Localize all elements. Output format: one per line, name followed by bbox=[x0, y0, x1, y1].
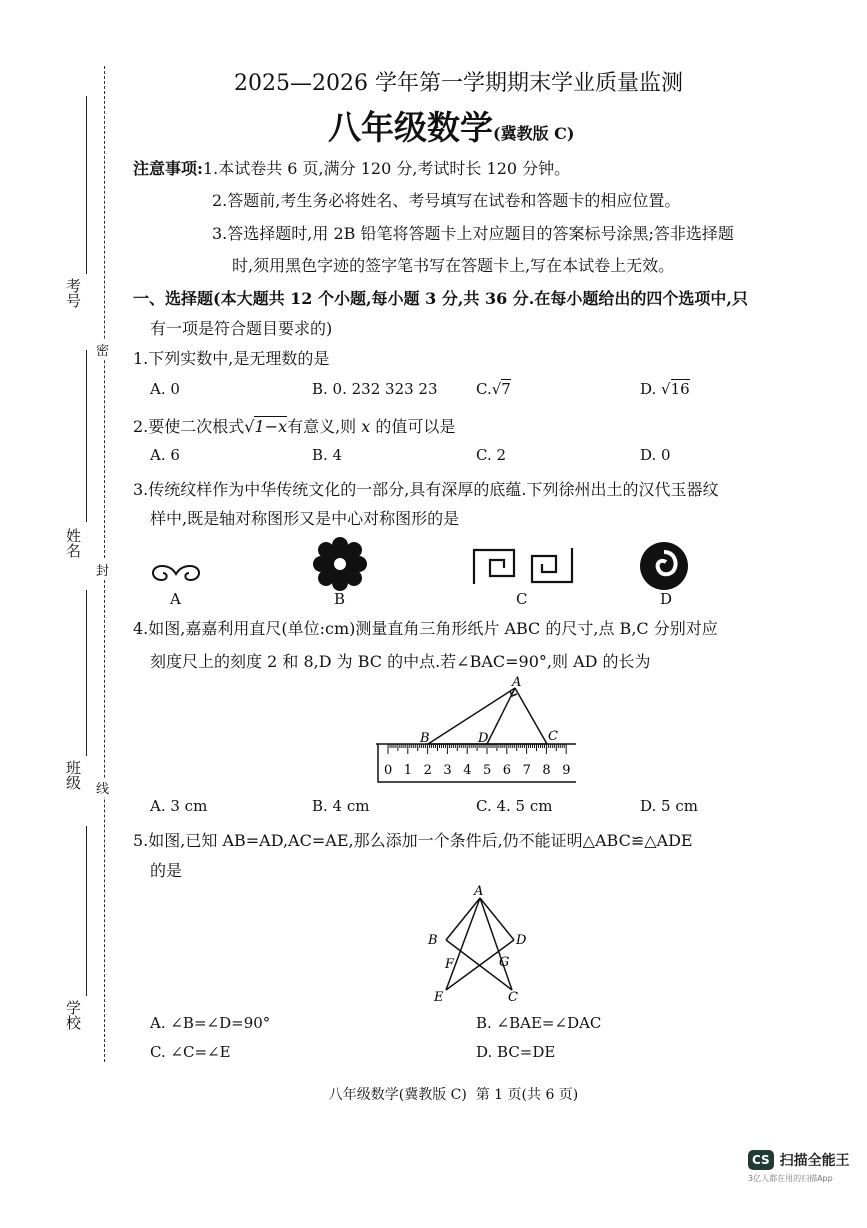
point-c-label: C bbox=[508, 990, 518, 1005]
note-item-4: 时,须用黑色字迹的签字笔书写在答题卡上,写在本试卷上无效。 bbox=[232, 256, 675, 275]
q1-option-d-prefix: D. bbox=[640, 380, 657, 398]
q3-stem-line-1: 3.传统纹样作为中华传统文化的一部分,具有深厚的底蕴.下列徐州出土的汉代玉器纹 bbox=[133, 480, 719, 499]
q1-option-c-prefix: C. bbox=[476, 380, 492, 398]
scanner-logo-icon: CS bbox=[748, 1150, 774, 1170]
seal-xian: 线 bbox=[96, 778, 109, 797]
banji-label: 班级 bbox=[64, 760, 82, 790]
point-e-label: E bbox=[434, 990, 444, 1005]
q3-pattern-c bbox=[470, 546, 576, 586]
q3-stem-line-2: 样中,既是轴对称图形又是中心对称图形的是 bbox=[150, 509, 460, 528]
q1-option-d-radicand: 16 bbox=[670, 380, 690, 398]
notes-label: 注意事项: bbox=[133, 159, 203, 178]
q2-stem-pre: 2.要使二次根式 bbox=[133, 417, 245, 436]
q2-stem bbox=[133, 414, 455, 437]
ruler-number: 6 bbox=[502, 763, 512, 778]
exam-edition: (冀教版 C) bbox=[493, 124, 575, 143]
q3-label-c: C bbox=[516, 590, 528, 608]
page-footer: 八年级数学(冀教版 C) 第 1 页(共 6 页) bbox=[328, 1087, 579, 1103]
q1-option-c bbox=[476, 380, 511, 398]
seal-mi: 密 bbox=[96, 340, 109, 359]
q4-stem-line-2: 刻度尺上的刻度 2 和 8,D 为 BC 的中点.若∠BAC=90°,则 AD 的长为 bbox=[150, 652, 651, 671]
section1-heading: 一、选择题(本大题共 12 个小题,每小题 3 分,共 36 分.在每小题给出的四个选项中,只 bbox=[133, 289, 748, 308]
q2-option-d: D. 0 bbox=[640, 446, 671, 464]
ruler-number: 3 bbox=[443, 763, 452, 778]
kaohao-underline bbox=[86, 96, 87, 274]
ruler-number: 0 bbox=[384, 763, 393, 778]
exam-title: 八年级数学 bbox=[328, 108, 493, 147]
point-a-label: A bbox=[512, 675, 522, 690]
q1-option-d bbox=[640, 380, 690, 398]
point-d-label: D bbox=[516, 933, 527, 948]
xuexiao-label: 学校 bbox=[64, 1000, 82, 1030]
q2-stem-mid: 有意义,则 bbox=[287, 417, 357, 436]
q4-option-c: C. 4. 5 cm bbox=[476, 797, 553, 815]
ruler-number: 2 bbox=[423, 763, 432, 778]
point-b-label: B bbox=[420, 731, 430, 746]
notes-line-1 bbox=[133, 156, 570, 179]
q2-option-c: C. 2 bbox=[476, 446, 507, 464]
q2-radicand: 1−x bbox=[254, 417, 288, 436]
scanner-tagline: 3亿人都在用的扫描App bbox=[748, 1174, 833, 1183]
q2-stem-post: 的值可以是 bbox=[375, 417, 456, 436]
q3-label-b: B bbox=[334, 590, 346, 608]
q4-option-d: D. 5 cm bbox=[640, 797, 698, 815]
section1-heading-cont: 有一项是符合题目要求的) bbox=[150, 319, 333, 338]
q5-stem-line-2: 的是 bbox=[150, 861, 183, 880]
xingming-label: 姓名 bbox=[64, 528, 82, 558]
q3-pattern-d bbox=[638, 540, 690, 592]
segment-ac bbox=[480, 898, 512, 990]
exam-subtitle: 2025—2026 学年第一学期期末学业质量监测 bbox=[234, 71, 683, 96]
sqrt-symbol: √ bbox=[244, 417, 255, 436]
q1-stem: 1.下列实数中,是无理数的是 bbox=[133, 349, 330, 368]
note-item-2: 2.答题前,考生务必将姓名、考号填写在试卷和答题卡的相应位置。 bbox=[212, 191, 681, 210]
segment-ab bbox=[428, 688, 515, 744]
exam-title-row bbox=[328, 102, 574, 149]
ruler-number: 8 bbox=[542, 763, 551, 778]
sqrt-symbol: √ bbox=[491, 380, 502, 398]
point-b-label: B bbox=[428, 933, 438, 948]
q3-pattern-b bbox=[312, 536, 368, 592]
q4-ruler-figure bbox=[372, 674, 582, 786]
q1-option-b: B. 0. 232 323 23 bbox=[312, 380, 438, 398]
q1-option-c-radicand: 7 bbox=[501, 380, 511, 398]
banji-underline bbox=[86, 590, 87, 756]
point-d-label: D bbox=[478, 731, 489, 746]
q2-option-b: B. 4 bbox=[312, 446, 343, 464]
q4-option-a: A. 3 cm bbox=[150, 797, 208, 815]
q3-pattern-a bbox=[146, 556, 206, 588]
note-item-1: 1.本试卷共 6 页,满分 120 分,考试时长 120 分钟。 bbox=[202, 159, 571, 178]
q2-option-a: A. 6 bbox=[150, 446, 180, 464]
ruler-number: 9 bbox=[562, 763, 571, 778]
segment-ab bbox=[446, 898, 480, 940]
xuexiao-underline bbox=[86, 826, 87, 996]
kaohao-label: 考号 bbox=[64, 278, 82, 308]
seal-feng: 封 bbox=[96, 560, 109, 579]
point-a-label: A bbox=[474, 884, 484, 899]
ruler-number: 7 bbox=[522, 763, 531, 778]
q3-label-d: D bbox=[660, 590, 673, 608]
point-c-label: C bbox=[548, 729, 558, 744]
ruler-number: 4 bbox=[463, 763, 472, 778]
xingming-underline bbox=[86, 350, 87, 522]
scanner-brand: 扫描全能王 bbox=[779, 1153, 850, 1169]
q5-option-d: D. BC=DE bbox=[476, 1043, 556, 1061]
segment-ad bbox=[480, 898, 514, 940]
note-item-3: 3.答选择题时,用 2B 铅笔将答题卡上对应题目的答案标号涂黑;答非选择题 bbox=[212, 224, 734, 243]
q5-stem-line-1: 5.如图,已知 AB=AD,AC=AE,那么添加一个条件后,仍不能证明△ABC≌△ADE bbox=[133, 831, 693, 850]
q5-option-b: B. ∠BAE=∠DAC bbox=[476, 1014, 602, 1032]
scanner-watermark bbox=[748, 1150, 858, 1184]
ruler-number: 1 bbox=[403, 763, 413, 778]
q5-option-a: A. ∠B=∠D=90° bbox=[150, 1014, 271, 1032]
ruler-number: 5 bbox=[483, 763, 492, 778]
q4-stem-line-1: 4.如图,嘉嘉利用直尺(单位:cm)测量直角三角形纸片 ABC 的尺寸,点 B,C 分别对应 bbox=[133, 619, 718, 638]
q4-option-b: B. 4 cm bbox=[312, 797, 370, 815]
q5-triangle-figure bbox=[420, 882, 540, 1006]
point-g-label: G bbox=[499, 955, 510, 970]
q1-option-a: A. 0 bbox=[150, 380, 180, 398]
segment-ac bbox=[515, 688, 547, 744]
sqrt-symbol: √ bbox=[661, 380, 671, 398]
q2-variable: x bbox=[361, 417, 371, 436]
q3-label-a: A bbox=[170, 590, 181, 608]
q5-option-c: C. ∠C=∠E bbox=[150, 1043, 231, 1061]
point-f-label: F bbox=[445, 957, 455, 972]
